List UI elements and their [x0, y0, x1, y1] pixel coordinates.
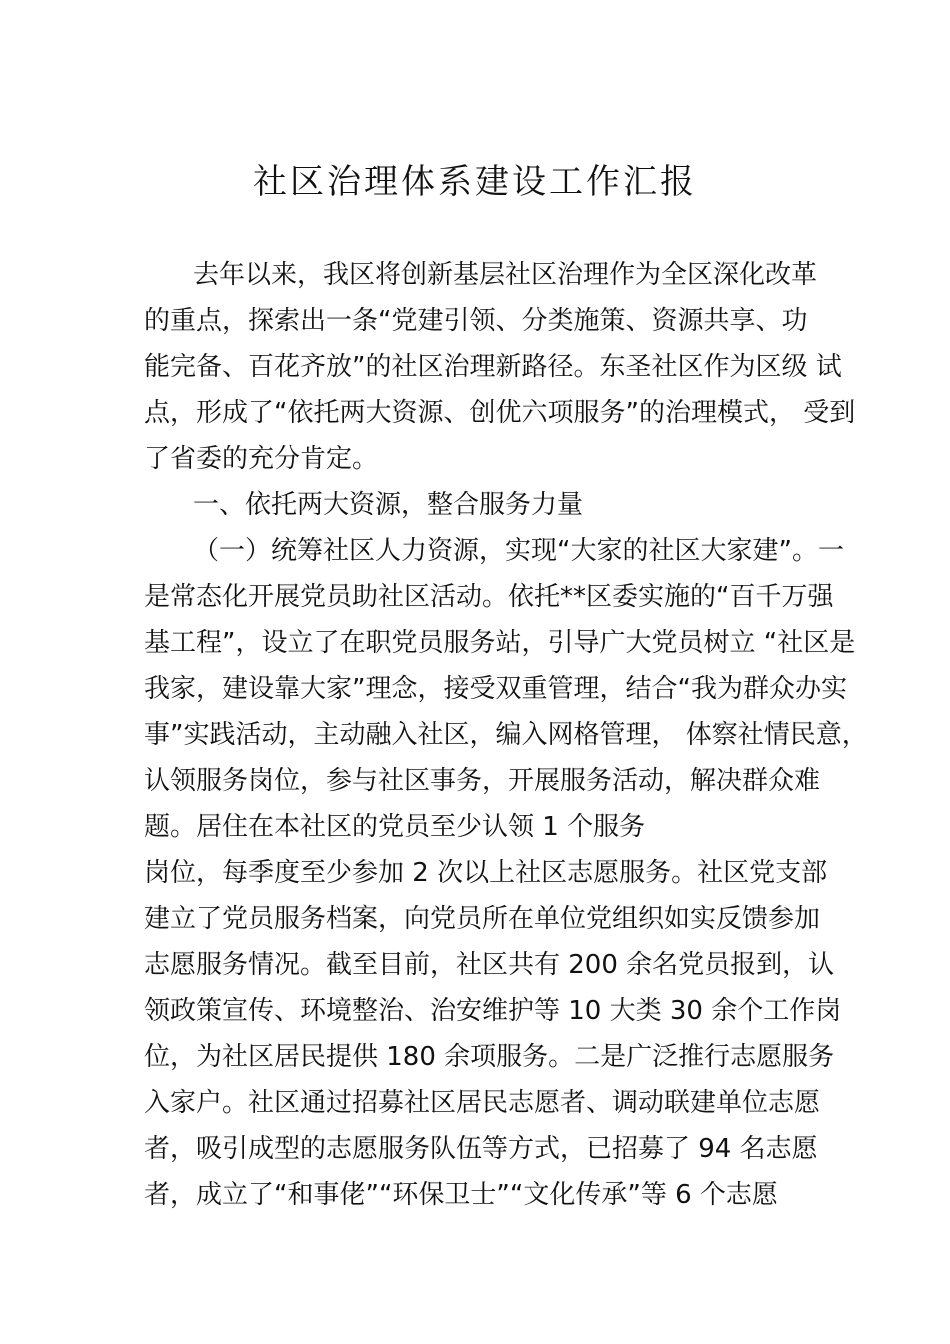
paragraph-line: 志愿服务情况。截至目前，社区共有 200 余名党员报到，认 [144, 950, 835, 980]
section-heading: 一、依托两大资源，整合服务力量 [193, 490, 584, 520]
paragraph-line: 认领服务岗位，参与社区事务，开展服务活动，解决群众难 [144, 766, 821, 796]
paragraph-line: 者，吸引成型的志愿服务队伍等方式，已招募了 94 名志愿 [144, 1134, 818, 1164]
paragraph-line: 建立了党员服务档案，向党员所在单位党组织如实反馈参加 [144, 904, 821, 934]
paragraph-line: 者，成立了“和事佬”“环保卫士”“文化传承”等 6 个志愿 [144, 1180, 778, 1210]
paragraph-line: 去年以来，我区将创新基层社区治理作为全区深化改革 [193, 260, 818, 290]
paragraph-line: 点，形成了“依托两大资源、创优六项服务”的治理模式， 受到 [144, 398, 856, 428]
paragraph-line: 了省委的充分肯定。 [144, 444, 379, 474]
paragraph-line: 入家户。社区通过招募社区居民志愿者、调动联建单位志愿 [144, 1088, 821, 1118]
paragraph-line: 是常态化开展党员助社区活动。依托**区委实施的“百千万强 [144, 582, 834, 612]
paragraph-line: 基工程”，设立了在职党员服务站，引导广大党员树立 “社区是 [144, 628, 856, 658]
paragraph-line: （一）统筹社区人力资源，实现“大家的社区大家建”。一 [193, 536, 844, 566]
paragraph-line: 岗位，每季度至少参加 2 次以上社区志愿服务。社区党支部 [144, 858, 828, 888]
paragraph-line: 我家，建设靠大家”理念，接受双重管理，结合“我为群众办实 [144, 674, 847, 704]
paragraph-line: 事”实践活动，主动融入社区，编入网格管理， 体察社情民意， [144, 720, 868, 750]
paragraph-line: 题。居住在本社区的党员至少认领 1 个服务 [144, 812, 646, 842]
paragraph-line: 领政策宣传、环境整治、治安维护等 10 大类 30 余个工作岗 [144, 996, 842, 1026]
document-title: 社区治理体系建设工作汇报 [253, 162, 697, 202]
paragraph-line: 位，为社区居民提供 180 余项服务。二是广泛推行志愿服务 [144, 1042, 835, 1072]
paragraph-line: 能完备、百花齐放”的社区治理新路径。东圣社区作为区级 试 [144, 352, 842, 382]
paragraph-line: 的重点，探索出一条“党建引领、分类施策、资源共享、功 [144, 306, 808, 336]
